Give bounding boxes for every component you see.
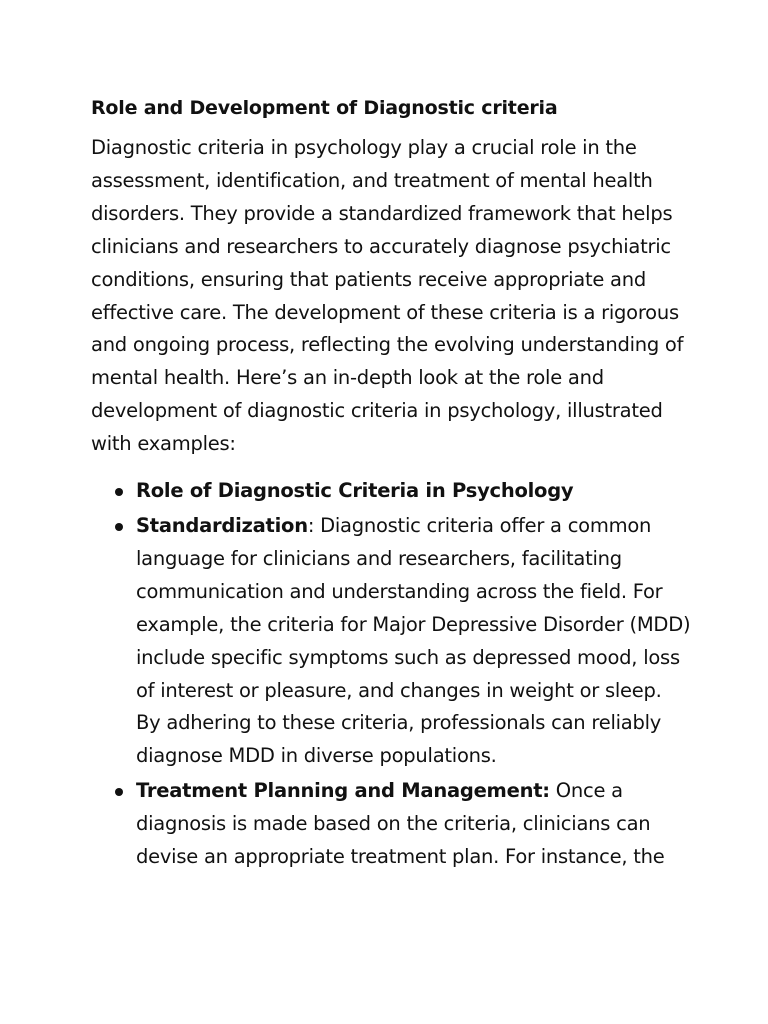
bullet-bold-label: Standardization xyxy=(136,513,308,537)
bullet-dot-icon xyxy=(115,523,123,531)
bullet-item-treatment-planning xyxy=(91,775,691,874)
bullet-bold-label: Role of Diagnostic Criteria in Psychology xyxy=(136,479,574,503)
intro-paragraph: Diagnostic criteria in psychology play a crucial role in the assessment, identification, and treatment of mental health disorders. They provide a standardized framework that helps clinicians and researchers to accurately diagnose psychiatric conditions, ensuring that patients receive appropriate and effective care. The development of these criteria is a rigorous and ongoing process, reflecting the evolving understanding of mental health. Here’s an in-depth look at the role and development of diagnostic criteria in psychology, illustrated with examples: xyxy=(91,136,684,456)
bullet-item-role xyxy=(91,475,691,508)
document-heading: Role and Development of Diagnostic criteria xyxy=(91,97,558,119)
document-page xyxy=(91,94,691,876)
bullet-dot-icon xyxy=(115,488,123,496)
bullet-list xyxy=(91,475,691,874)
bullet-item-standardization xyxy=(91,510,691,773)
bullet-text: Once a diagnosis is made based on the criteria, clinicians can devise an appropriate treatment plan. For instance, the xyxy=(136,779,665,869)
bullet-bold-label: Treatment Planning and Management: xyxy=(136,779,550,803)
bullet-text: : Diagnostic criteria offer a common language for clinicians and researchers, facilitating communication and understanding across the field. For example, the criteria for Major Depressive Disorder (MDD) include specific symptoms such as depressed mood, loss of interest or pleasure, and changes in weight or sleep. By adhering to these criteria, professionals can reliably diagnose MDD in diverse populations. xyxy=(136,513,691,768)
bullet-dot-icon xyxy=(115,788,123,796)
